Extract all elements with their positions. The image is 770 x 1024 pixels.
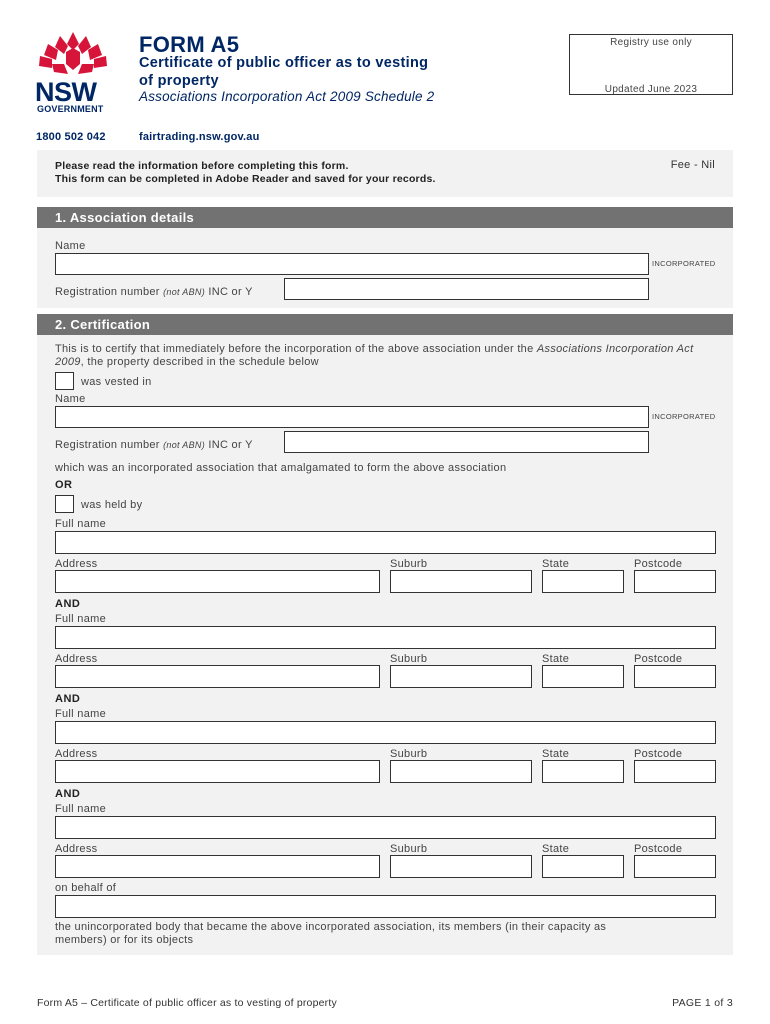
suburb-label-2: Suburb (390, 653, 428, 665)
s1-reg-label-text: Registration number (55, 286, 160, 298)
postcode-input-3[interactable] (634, 760, 716, 783)
full-name-label-4: Full name (55, 803, 106, 815)
form-act: Associations Incorporation Act 2009 Schedule 2 (139, 89, 435, 104)
suburb-input-4[interactable] (390, 855, 532, 878)
held-by-checkbox[interactable] (55, 495, 74, 513)
form-subtitle: Certificate of public officer as to vesting of property (139, 55, 429, 89)
s2-intro (55, 343, 715, 369)
s2-name-input[interactable] (55, 406, 649, 428)
behalf-input[interactable] (55, 895, 716, 918)
s1-name-label: Name (55, 240, 86, 252)
address-input-4[interactable] (55, 855, 380, 878)
s1-reg-label (55, 286, 253, 298)
address-input-3[interactable] (55, 760, 380, 783)
s2-incorporated-label: INCORPORATED (652, 412, 716, 421)
amalgamated-text: which was an incorporated association that amalgamated to form the above association (55, 462, 507, 474)
postcode-label-1: Postcode (634, 558, 683, 570)
suburb-label-3: Suburb (390, 748, 428, 760)
info-panel (37, 150, 733, 197)
suburb-input-2[interactable] (390, 665, 532, 688)
state-label-4: State (542, 843, 570, 855)
state-label-2: State (542, 653, 570, 665)
state-input-1[interactable] (542, 570, 624, 593)
address-input-2[interactable] (55, 665, 380, 688)
fee-text: Fee - Nil (670, 159, 715, 171)
address-input-1[interactable] (55, 570, 380, 593)
postcode-input-1[interactable] (634, 570, 716, 593)
s1-reg-input[interactable] (284, 278, 649, 300)
closing-line-1: the unincorporated body that became the above incorporated association, its members (in their capacity as (55, 921, 607, 933)
state-input-3[interactable] (542, 760, 624, 783)
address-label-2: Address (55, 653, 98, 665)
state-label-3: State (542, 748, 570, 760)
full-name-input-2[interactable] (55, 626, 716, 649)
s2-reg-label (55, 439, 253, 451)
postcode-input-2[interactable] (634, 665, 716, 688)
held-by-label: was held by (81, 499, 143, 511)
full-name-input-4[interactable] (55, 816, 716, 839)
s1-reg-note: (not ABN) (163, 287, 205, 297)
s2-intro-act-a: Associations (536, 343, 603, 355)
suburb-input-3[interactable] (390, 760, 532, 783)
full-name-label-1: Full name (55, 518, 106, 530)
info-line-2: This form can be completed in Adobe Reader and saved for your records. (55, 173, 436, 185)
full-name-label-3: Full name (55, 708, 106, 720)
state-input-2[interactable] (542, 665, 624, 688)
page-number: PAGE 1 of 3 (672, 997, 733, 1009)
footer-form-name: Form A5 – Certificate of public officer as to vesting of property (37, 997, 337, 1009)
postcode-input-4[interactable] (634, 855, 716, 878)
s1-incorporated-label: INCORPORATED (652, 259, 716, 268)
info-line-1: Please read the information before completing this form. (55, 160, 349, 172)
vested-checkbox[interactable] (55, 372, 74, 390)
s2-reg-note: (not ABN) (163, 440, 205, 450)
section-2-header: 2. Certification (37, 314, 733, 335)
or-label: OR (55, 479, 73, 491)
s2-intro-act-b: Incorporation Act 2009 (55, 343, 694, 368)
s2-intro-a: This is to certify that immediately before the incorporation of the above association under the (55, 343, 534, 355)
suburb-label-4: Suburb (390, 843, 428, 855)
and-label-1: AND (55, 598, 81, 610)
registry-use-box (569, 34, 733, 95)
phone-number: 1800 502 042 (36, 131, 106, 143)
logo-wordmark: NSW (35, 77, 97, 107)
address-label-3: Address (55, 748, 98, 760)
address-label-1: Address (55, 558, 98, 570)
closing-text (55, 921, 720, 947)
state-label-1: State (542, 558, 570, 570)
postcode-label-3: Postcode (634, 748, 683, 760)
s2-name-label: Name (55, 393, 86, 405)
address-label-4: Address (55, 843, 98, 855)
website-link[interactable]: fairtrading.nsw.gov.au (139, 131, 260, 143)
full-name-input-1[interactable] (55, 531, 716, 554)
behalf-label: on behalf of (55, 882, 117, 894)
vested-label: was vested in (81, 376, 152, 388)
section-1-header: 1. Association details (37, 207, 733, 228)
suburb-input-1[interactable] (390, 570, 532, 593)
full-name-input-3[interactable] (55, 721, 716, 744)
and-label-3: AND (55, 788, 81, 800)
full-name-label-2: Full name (55, 613, 106, 625)
s1-name-input[interactable] (55, 253, 649, 275)
suburb-label-1: Suburb (390, 558, 428, 570)
updated-date: Updated June 2023 (604, 84, 698, 95)
state-input-4[interactable] (542, 855, 624, 878)
s2-intro-b: , the property described in the schedule below (80, 356, 319, 368)
closing-line-2: members) or for its objects (55, 934, 194, 946)
s2-reg-input[interactable] (284, 431, 649, 453)
and-label-2: AND (55, 693, 81, 705)
s2-reg-suffix: INC or Y (208, 439, 253, 451)
s2-reg-label-text: Registration number (55, 439, 160, 451)
registry-label: Registry use only (610, 37, 692, 48)
postcode-label-4: Postcode (634, 843, 683, 855)
postcode-label-2: Postcode (634, 653, 683, 665)
form-title: FORM A5 (139, 32, 240, 57)
logo-subtext: GOVERNMENT (37, 104, 104, 114)
s1-reg-suffix: INC or Y (208, 286, 253, 298)
